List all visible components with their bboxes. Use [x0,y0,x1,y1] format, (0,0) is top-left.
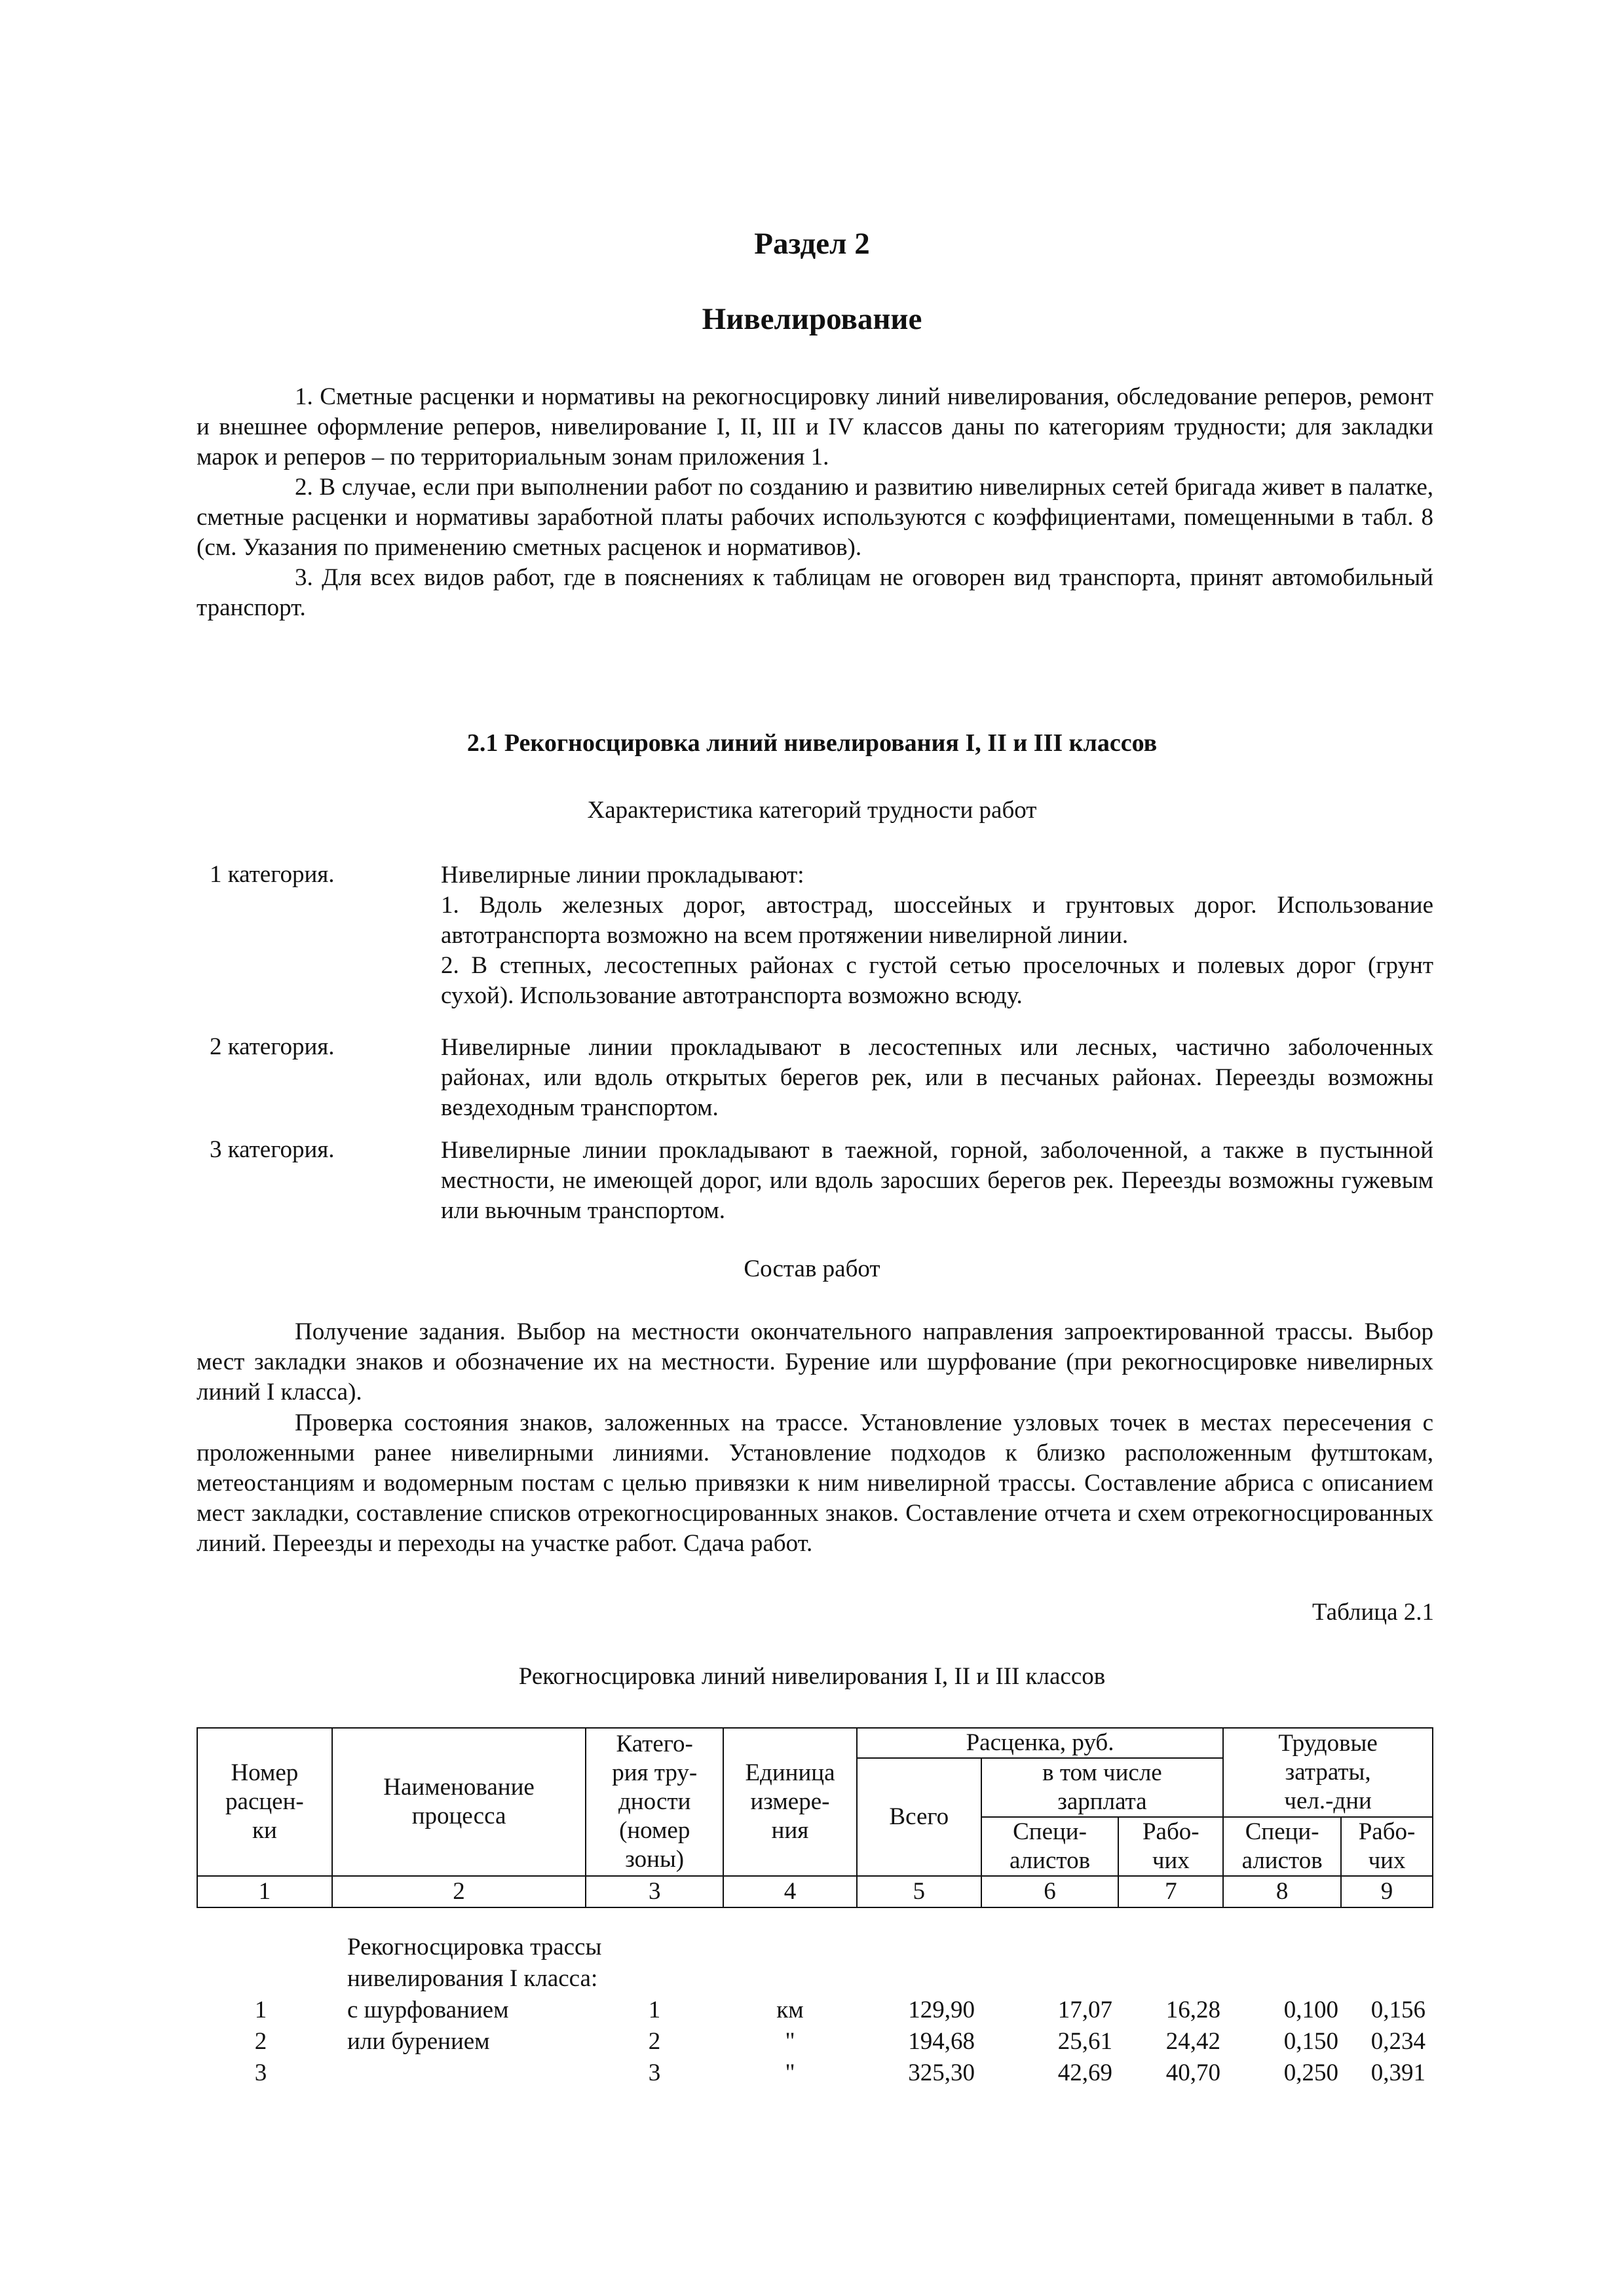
header-incl: в том числе зарплата [981,1758,1224,1817]
intro-paragraph-2: 2. В случае, если при выполнении работ по созданию и развитию нивелирных сетей бригада живет в палатке, сметные расценки и нормативы заработной платы рабочих используются с коэффициентами, помещенными в табл. 8 (см. Указания по применению сметных расценок и нормативов). [197,474,1433,561]
col-number: 5 [857,1876,981,1907]
category-2-label: 2 категория. [210,1033,335,1060]
col-number: 8 [1223,1876,1341,1907]
group-label-line-2: нивелирования I класса: [347,1965,598,1992]
subsection-title: 2.1 Рекогносцировка линий нивелирования I, II и III классов [466,729,1158,757]
work-heading: Состав работ [744,1255,880,1282]
table-title: Рекогносцировка линий нивелирования I, II и III классов [518,1663,1106,1690]
header-spec2: Специ- алистов [1223,1817,1341,1876]
price-table-header [197,1727,1433,1908]
table-row: 3 3 " 325,30 42,69 40,70 0,250 0,391 [254,2059,1426,2086]
work-paragraph-1: Получение задания. Выбор на местности окончательного направления запроектированной трассы. Выбор мест закладки знаков и обозначение их на местности. Бурение или шурфование (при рекогносцировке нивелирных линий I класса). [197,1318,1433,1406]
header-col1: Номер расцен- ки [197,1728,332,1876]
category-1-label: 1 категория. [210,861,335,888]
table-number: Таблица 2.1 [1312,1599,1434,1626]
col-number: 9 [1341,1876,1433,1907]
header-labor: Трудовые затраты, чел.-дни [1223,1728,1433,1817]
category-3-label: 3 категория. [210,1136,335,1163]
intro-paragraph-3: 3. Для всех видов работ, где в пояснениях к таблицам не оговорен вид транспорта, принят автомобильный транспорт. [197,564,1433,621]
category-1-line-2: 1. Вдоль железных дорог, автострад, шоссейных и грунтовых дорог. Использование автотранспорта возможно на всем протяжении нивелирной линии. [441,892,1433,949]
category-3-text [441,1136,1433,1226]
header-work2: Рабо- чих [1341,1817,1433,1876]
header-col4: Единица измере- ния [723,1728,857,1876]
header-col3: Катего- рия тру- дности (номер зоны) [586,1728,723,1876]
header-work: Рабо- чих [1118,1817,1223,1876]
group-label-line-1: Рекогносцировка трассы [347,1934,602,1961]
table-row: 1 с шурфованием 1 км 129,90 17,07 16,28 0,100 0,156 [254,1997,1426,2023]
section-name-title: Нивелирование [702,302,922,336]
col-number: 2 [332,1876,586,1907]
work-paragraph-2: Проверка состояния знаков, заложенных на трассе. Установление узловых точек в местах пересечения с проложенными ранее нивелирными линиями. Установление подходов к близко расположенным футштокам, метеостанциям и водомерным постам с целью привязки к ним нивелирной трассы. Составление абриса с описанием мест закладки, составление списков отрекогносцированных знаков. Составление отчета и схем отрекогносцированных линий. Переезды и переходы на участке работ. Сдача работ. [197,1409,1433,1557]
intro-paragraph-1: 1. Сметные расценки и нормативы на рекогносцировку линий нивелирования, обследование реперов, ремонт и внешнее оформление реперов, нивелирование I, II, III и IV классов даны по категориям трудности; для закладки марок и реперов – по территориальным зонам приложения 1. [197,383,1433,470]
category-3-line-1: Нивелирные линии прокладывают в таежной, горной, заболоченной, а также в пустынной местности, не имеющей дорог, или вдоль заросших берегов рек. Переезды возможны гужевым или вьючным транспортом. [441,1137,1433,1224]
table-row: 2 или бурением 2 " 194,68 25,61 24,42 0,150 0,234 [254,2028,1426,2055]
col-number: 6 [981,1876,1119,1907]
col-number: 3 [586,1876,723,1907]
category-1-line-3: 2. В степных, лесостепных районах с густой сетью проселочных и полевых дорог (грунт сухой). Использование автотранспорта возможно всюду. [441,952,1433,1009]
category-2-line-1: Нивелирные линии прокладывают в лесостепных или лесных, частично заболоченных районах, или вдоль открытых берегов рек, или в песчаных районах. Переезды возможны вездеходным транспортом. [441,1034,1433,1121]
header-price: Расценка, руб. [857,1728,1223,1758]
difficulty-heading: Характеристика категорий трудности работ [587,797,1037,824]
category-2-text [441,1033,1433,1123]
col-number: 1 [197,1876,332,1907]
category-1-text [441,860,1433,1011]
header-col2: Наименование процесса [332,1728,586,1876]
category-1-line-1: Нивелирные линии прокладывают: [441,862,804,889]
header-spec: Специ- алистов [981,1817,1119,1876]
section-number-title: Раздел 2 [754,227,870,261]
header-total: Всего [857,1758,981,1876]
col-number: 7 [1118,1876,1223,1907]
column-numbers-row [197,1876,1433,1907]
col-number: 4 [723,1876,857,1907]
